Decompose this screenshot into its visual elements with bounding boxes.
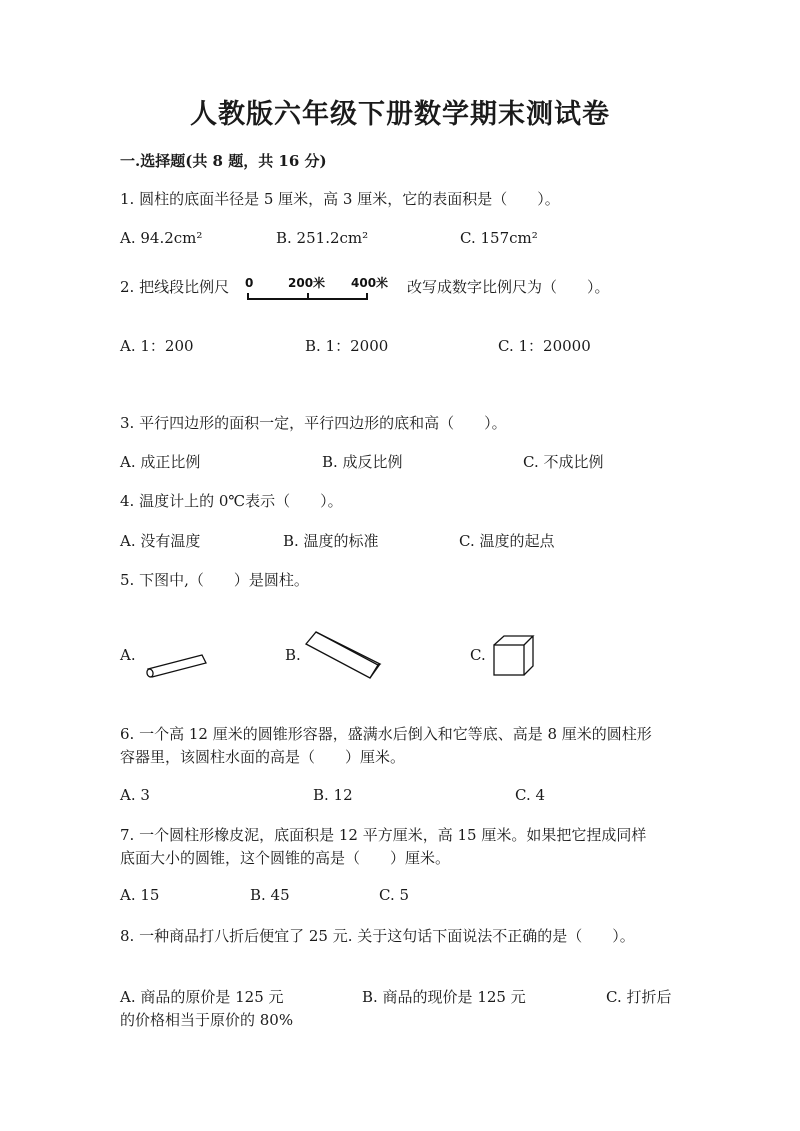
q8-option-a: A. 商品的原价是 125 元 xyxy=(120,988,284,1006)
q4-option-a: A. 没有温度 xyxy=(120,532,201,550)
q4-option-c: C. 温度的起点 xyxy=(459,532,555,550)
q6-option-c: C. 4 xyxy=(515,786,546,804)
q7-option-a: A. 15 xyxy=(120,886,160,904)
q6-option-b: B. 12 xyxy=(313,786,353,804)
q2-option-c: C. 1：20000 xyxy=(498,337,591,355)
q5-option-c: C. xyxy=(470,646,486,664)
q8-option-b: B. 商品的现价是 125 元 xyxy=(362,988,526,1006)
section-heading: 一.选择题(共 8 题，共 16 分) xyxy=(120,152,327,170)
q7-option-c: C. 5 xyxy=(379,886,410,904)
q1-option-c: C. 157cm² xyxy=(460,229,538,247)
scale-label-200: 200米 xyxy=(288,276,326,290)
q5-option-b: B. xyxy=(285,646,301,664)
page-title: 人教版六年级下册数学期末测试卷 xyxy=(190,99,610,130)
question-7-line-1: 7. 一个圆柱形橡皮泥，底面积是 12 平方厘米，高 15 厘米。如果把它捏成同样 xyxy=(120,826,647,844)
q8-option-c-continued: 的价格相当于原价的 80% xyxy=(120,1011,294,1029)
question-8: 8. 一种商品打八折后便宜了 25 元. 关于这句话下面说法不正确的是（ ）。 xyxy=(120,927,635,945)
scale-label-400: 400米 xyxy=(351,276,389,290)
question-6-line-1: 6. 一个高 12 厘米的圆锥形容器，盛满水后倒入和它等底、高是 8 厘米的圆柱形 xyxy=(120,725,652,743)
triangular-prism-icon xyxy=(304,628,384,680)
question-1: 1. 圆柱的底面半径是 5 厘米，高 3 厘米，它的表面积是（ ）。 xyxy=(120,190,560,208)
q1-option-b: B. 251.2cm² xyxy=(276,229,369,247)
question-6-line-2: 容器里，该圆柱水面的高是（ ）厘米。 xyxy=(120,748,406,766)
q3-option-c: C. 不成比例 xyxy=(523,453,604,471)
question-4: 4. 温度计上的 0℃表示（ ）。 xyxy=(120,492,343,510)
q4-option-b: B. 温度的标准 xyxy=(283,532,379,550)
cylinder-icon xyxy=(142,652,210,678)
q6-option-a: A. 3 xyxy=(120,786,150,804)
question-2-suffix: 改写成数字比例尺为（ ）。 xyxy=(407,278,610,296)
q3-option-b: B. 成反比例 xyxy=(322,453,403,471)
q2-option-a: A. 1：200 xyxy=(120,337,194,355)
q8-option-c: C. 打折后 xyxy=(606,988,672,1006)
scale-label-0: 0 xyxy=(245,276,254,290)
q5-option-a: A. xyxy=(120,646,136,664)
cube-icon xyxy=(492,634,536,678)
question-5: 5. 下图中,（ ）是圆柱。 xyxy=(120,571,309,589)
question-7-line-2: 底面大小的圆锥，这个圆锥的高是（ ）厘米。 xyxy=(120,849,451,867)
line-scale-figure xyxy=(243,275,393,305)
question-3: 3. 平行四边形的面积一定，平行四边形的底和高（ ）。 xyxy=(120,414,507,432)
q1-option-a: A. 94.2cm² xyxy=(120,229,203,247)
question-2-prefix: 2. 把线段比例尺 xyxy=(120,278,230,296)
q2-option-b: B. 1：2000 xyxy=(305,337,389,355)
q7-option-b: B. 45 xyxy=(250,886,290,904)
q3-option-a: A. 成正比例 xyxy=(120,453,201,471)
